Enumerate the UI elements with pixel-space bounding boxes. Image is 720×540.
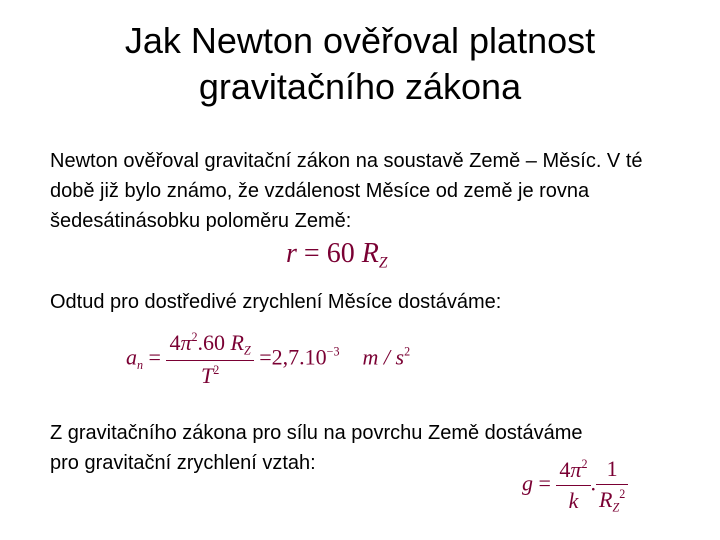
equation-gravity [522,456,628,515]
eq2-equals-1: = [148,344,161,370]
eq2-unit-s: s [395,344,405,370]
eq3-f2-numerator: 1 [606,456,618,481]
eq1-R: R [361,238,379,269]
eq1-sub-Z: Z [378,254,388,272]
eq2-unit-slash: / [378,344,396,370]
eq3-fraction-1 [556,457,590,514]
eq2-fraction-bar [166,360,253,361]
eq3-g: g [522,470,533,496]
eq1-r: r [286,238,297,269]
eq2-a: a [126,344,137,370]
eq3-fraction-1-bar [556,485,590,486]
eq3-fraction-2-bar [596,484,628,485]
paragraph-gravity: Z gravitačního zákona pro sílu na povrchu Země dostáváme pro gravitační zrychlení vztah: [50,422,583,474]
paragraph-intro: Newton ověřoval gravitační zákon na soustavě Země – Měsíc. V té době již bylo známo, že vzdálenost Měsíce od země je rovna šedesátinásobku poloměru Země: [50,150,643,232]
eq2-unit-m: m [362,344,379,370]
eq2-numerator: $4\pi^2.60$ $R_Z$ [169,330,251,358]
eq3-f1-numerator: $4\pi^2$ [559,457,588,483]
equation-centripetal [126,330,410,389]
eq1-equals: = [303,238,320,269]
eq3-dot: . [590,470,596,496]
title-line-2: gravitačního zákona [198,66,522,107]
eq3-fraction-2 [596,456,628,515]
eq3-equals: = [538,470,551,496]
title-line-1: Jak Newton ověřoval platnost [124,20,596,61]
eq2-value: 2,7.10 [271,344,327,370]
eq2-denominator: $T^2$ [200,363,220,389]
eq2-exponent: −3 [326,344,340,359]
eq2-sub-n: n [137,357,144,372]
eq2-unit-s-exp: 2 [404,344,411,359]
eq3-f2-denominator: $R_Z^2$ [599,487,626,515]
eq1-sixty: 60 [326,238,355,269]
equation-distance [286,238,387,272]
eq2-equals-2: = [259,344,272,370]
eq2-fraction [166,330,253,389]
paragraph-centripetal: Odtud pro dostředivé zrychlení Měsíce dostáváme: [50,291,502,313]
eq3-f1-denominator: k [568,488,579,514]
slide-title [0,18,720,110]
